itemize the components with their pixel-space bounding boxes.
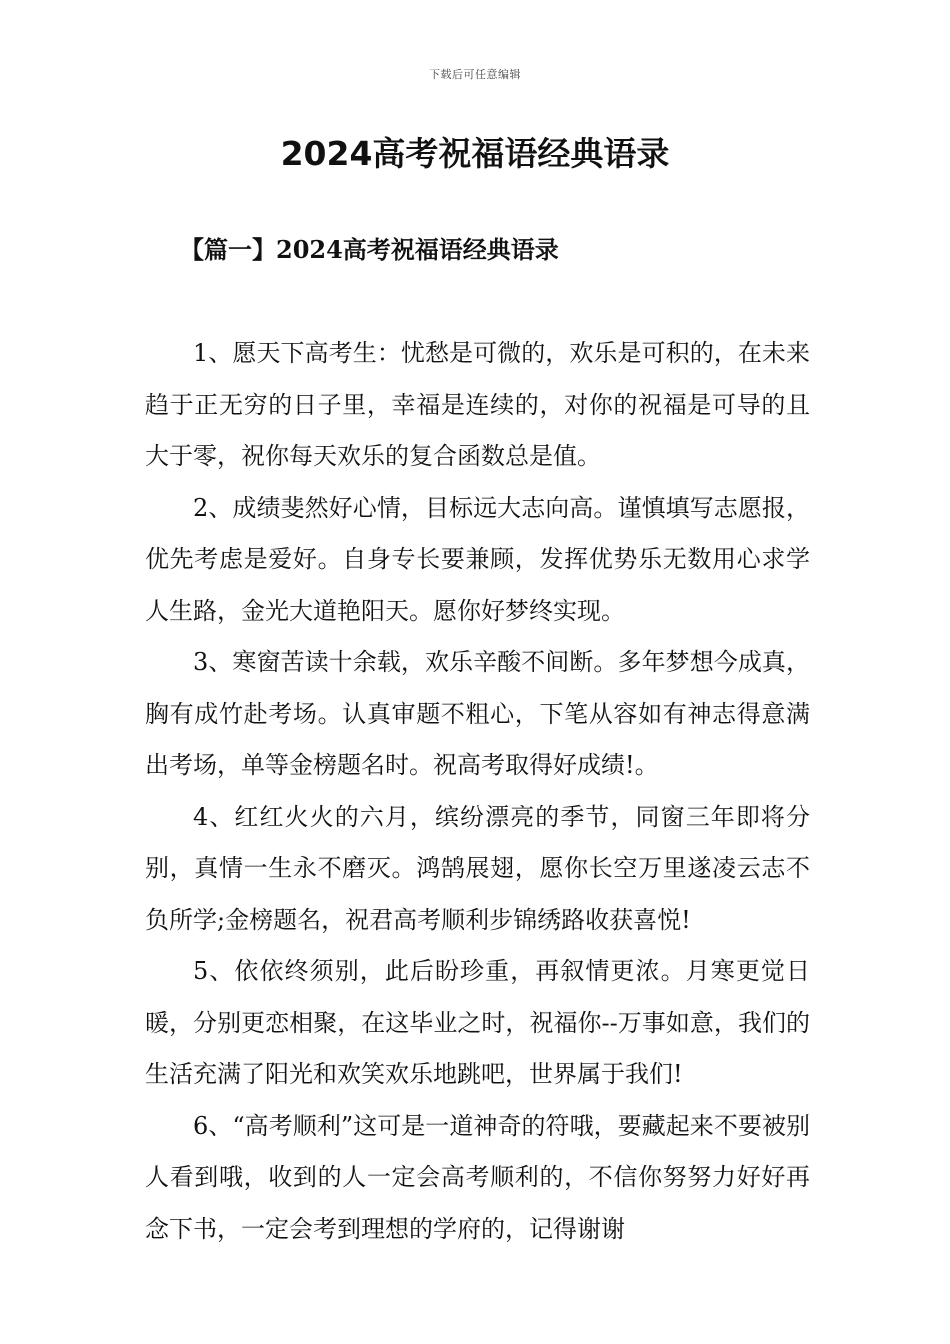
document-title: 2024高考祝福语经典语录	[280, 134, 670, 173]
header-note: 下载后可任意编辑	[429, 68, 521, 81]
paragraph-4: 4、红红火火的六月，缤纷漂亮的季节，同窗三年即将分别，真情一生永不磨灭。鸿鹄展翅，愿你长空万里遂凌云志不负所学;金榜题名，祝君高考顺利步锦绣路收获喜悦!	[145, 802, 810, 934]
paragraph-6: 6、“高考顺利”这可是一道神奇的符哦，要藏起来不要被别人看到哦，收到的人一定会高考顺利的，不信你努努力好好再念下书，一定会考到理想的学府的，记得谢谢	[145, 1111, 810, 1243]
paragraph-3: 3、寒窗苦读十余载，欢乐辛酸不间断。多年梦想今成真，胸有成竹赴考场。认真审题不粗心，下笔从容如有神志得意满出考场，单等金榜题名时。祝高考取得好成绩!。	[145, 648, 810, 779]
paragraph-5: 5、依依终须别，此后盼珍重，再叙情更浓。月寒更觉日暖，分别更恋相聚，在这毕业之时，祝福你--万事如意，我们的生活充满了阳光和欢笑欢乐地跳吧，世界属于我们!	[145, 957, 810, 1088]
document-body	[145, 328, 810, 1255]
paragraph-1: 1、愿天下高考生：忧愁是可微的，欢乐是可积的，在未来趋于正无穷的日子里，幸福是连续的，对你的祝福是可导的且大于零，祝你每天欢乐的复合函数总是值。	[145, 339, 810, 470]
section-heading: 【篇一】2024高考祝福语经典语录	[180, 235, 559, 264]
paragraph-2: 2、成绩斐然好心情，目标远大志向高。谨慎填写志愿报，优先考虑是爱好。自身专长要兼顾，发挥优势乐无数用心求学人生路，金光大道艳阳天。愿你好梦终实现。	[145, 493, 810, 625]
